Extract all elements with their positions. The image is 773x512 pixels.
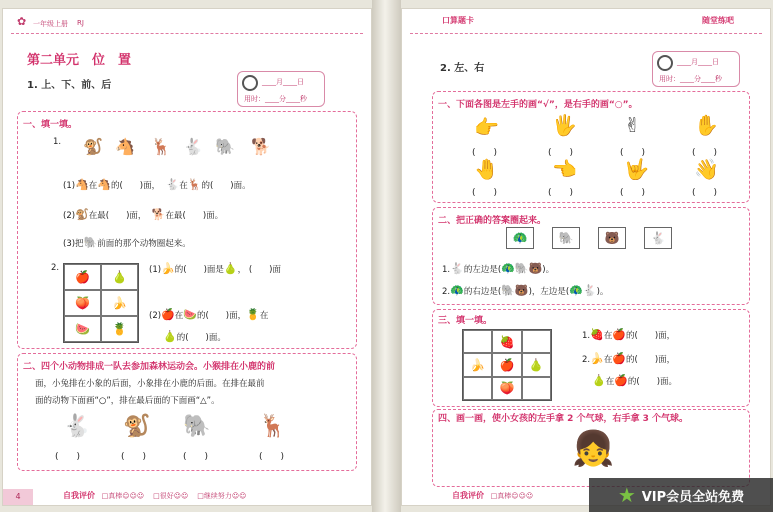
pineapple-icon: 🍍: [246, 308, 260, 321]
dog-icon: 🐕: [251, 137, 271, 156]
left-page: [2, 8, 372, 506]
page-number: 4: [3, 489, 33, 505]
pear-icon: 🍐: [101, 264, 138, 290]
peacock-icon: 🦚: [501, 262, 515, 275]
peach-icon: 🍑: [492, 377, 521, 400]
q1-line1: (1)🐴在🐴的( )面， 🐇在🦌的( )面。: [63, 178, 251, 191]
peacock-icon: 🦚: [569, 284, 583, 297]
edition-tag: RJ: [77, 19, 84, 27]
bear-icon: 🐻: [598, 227, 626, 249]
peacock-icon: 🦚: [450, 284, 464, 297]
time-box: ____月____日 用时：____分____秒: [652, 51, 740, 87]
hand-icon: 👋: [694, 157, 719, 181]
lesson-title: 2. 左、右: [440, 63, 485, 74]
girl-icon: 👧: [572, 429, 615, 469]
banana-icon: 🍌: [161, 262, 175, 275]
star-icon: ★: [617, 483, 636, 507]
strawberry-icon: 🍓: [492, 330, 521, 353]
clock-icon: [657, 55, 673, 71]
right-page: [401, 8, 771, 506]
answer-paren[interactable]: ( ): [55, 452, 81, 462]
grade-label: 一年级上册: [33, 20, 68, 28]
right-header: [402, 13, 770, 35]
pineapple-icon: 🍍: [101, 316, 138, 342]
rabbit-icon: 🐇: [450, 262, 464, 275]
section-2-title: 二、把正确的答案圈起来。: [438, 216, 547, 226]
answer-paren[interactable]: ( ): [472, 188, 498, 198]
self-evaluation: 自我评价 □真棒☺☺☺ □很好☺☺ □继续努力☺☺: [63, 491, 247, 500]
elephant-icon: 🐘: [83, 236, 98, 249]
fruit-grid: [462, 329, 552, 401]
hand-icon: 👉: [474, 115, 499, 139]
section-1-title: 一、下面各图是左手的画“√”，是右手的画“○”。: [438, 100, 638, 110]
fruit-grid: [63, 263, 139, 343]
monkey-icon: 🐒: [123, 414, 151, 439]
answer-paren[interactable]: ( ): [620, 188, 646, 198]
rabbit-icon: 🐇: [644, 227, 672, 249]
elephant-icon: 🐘: [514, 262, 529, 275]
hand-icon: ✋: [694, 113, 719, 137]
section-4-title: 四、画一画，使小女孩的左手拿 2 个气球，右手拿 3 个气球。: [438, 414, 689, 424]
section-3-title: 三、填一填。: [438, 316, 493, 326]
elephant-icon: 🐘: [215, 137, 235, 156]
horse-icon: 🐴: [115, 137, 135, 156]
answer-paren[interactable]: ( ): [620, 148, 646, 158]
monkey-icon: 🐒: [83, 137, 103, 156]
vip-watermark[interactable]: ★ VIP会员全站免费: [589, 478, 773, 512]
book-gutter: [372, 0, 401, 512]
q2-line2: (2)🍎在🍉的( )面，🍍在: [149, 308, 269, 321]
rabbit-icon: 🐇: [582, 284, 597, 297]
apple-icon: 🍎: [64, 264, 101, 290]
q2-number: 2.: [51, 263, 60, 273]
elephant-icon: 🐘: [501, 284, 515, 297]
left-header: [3, 13, 371, 35]
q2-line3: 🍐的( )面。: [163, 330, 226, 343]
watermelon-icon: 🍉: [183, 308, 197, 321]
pear-icon: 🍐: [592, 374, 606, 387]
answer-paren[interactable]: ( ): [692, 188, 718, 198]
horse-icon: 🐴: [97, 178, 111, 191]
brand-logo-2: 随堂练吧: [702, 16, 734, 25]
rabbit-icon: 🐇: [165, 178, 180, 191]
deer-icon: 🦌: [187, 178, 202, 191]
apple-icon: 🍎: [612, 328, 627, 341]
pear-icon: 🍐: [522, 353, 551, 376]
deer-icon: 🦌: [259, 414, 287, 439]
banana-icon: 🍌: [590, 352, 604, 365]
q2-1: 1.🐇的左边是(🦚🐘🐻)。: [442, 262, 555, 275]
rabbit-icon: 🐇: [63, 414, 91, 439]
time-box: ____月____日 用时：____分____秒: [237, 71, 325, 107]
q1-line2: (2)🐒在最( )面， 🐕在最( )面。: [63, 208, 224, 221]
deer-icon: 🦌: [151, 137, 171, 156]
apple-icon: 🍎: [161, 308, 175, 321]
section-2-line2: 面，小兔排在小象的后面，小象排在小鹿的后面。在排在最前: [35, 379, 265, 389]
q2-2: 2.🦚的右边是(🐘🐻)，左边是(🦚🐇)。: [442, 284, 609, 297]
answer-paren[interactable]: ( ): [692, 148, 718, 158]
bear-icon: 🐻: [528, 262, 543, 275]
apple-icon: 🍎: [492, 353, 521, 376]
lesson-title: 1. 上、下、前、后: [27, 80, 112, 91]
hand-icon: 👈: [552, 157, 577, 181]
strawberry-icon: 🍓: [590, 328, 604, 341]
flower-icon: ✿: [17, 15, 27, 28]
brand-logo: 口算题卡: [442, 16, 474, 25]
self-evaluation: 自我评价 □真棒☺☺☺: [452, 491, 534, 500]
peach-icon: 🍑: [64, 290, 101, 316]
clock-icon: [242, 75, 258, 91]
answer-paren[interactable]: ( ): [548, 148, 574, 158]
hand-icon: 🖐: [552, 113, 577, 137]
q1-line3: (3)把🐘前面的那个动物圈起来。: [63, 236, 191, 249]
peacock-icon: 🦚: [506, 227, 534, 249]
answer-paren[interactable]: ( ): [548, 188, 574, 198]
banana-icon: 🍌: [463, 353, 492, 376]
q3-3: 🍐在🍎的( )面。: [592, 374, 678, 387]
answer-paren[interactable]: ( ): [183, 452, 209, 462]
q1-number: 1.: [53, 137, 62, 147]
answer-paren[interactable]: ( ): [472, 148, 498, 158]
pear-icon: 🍐: [163, 330, 177, 343]
hand-icon: 🤚: [474, 157, 499, 181]
elephant-icon: 🐘: [183, 414, 211, 439]
section-2-line3: 面的动物下面画“○”，排在最后面的下面画“△”。: [35, 396, 220, 406]
q3-1: 1.🍓在🍎的( )面，: [582, 328, 676, 341]
watermelon-icon: 🍉: [64, 316, 101, 342]
section-2-title: 二、四个小动物排成一队去参加森林运动会。小猴排在小鹿的前: [23, 362, 276, 372]
unit-title: 第二单元 位 置: [27, 53, 132, 68]
horse-icon: 🐴: [75, 178, 89, 191]
q3-2: 2.🍌在🍎的( )面，: [582, 352, 676, 365]
section-1-title: 一、填一填。: [23, 120, 78, 130]
rabbit-icon: 🐇: [183, 137, 203, 156]
apple-icon: 🍎: [612, 352, 627, 365]
q2-line1: (1)🍌的( )面是🍐， ( )面: [149, 262, 281, 275]
dog-icon: 🐕: [151, 208, 166, 221]
answer-paren[interactable]: ( ): [259, 452, 285, 462]
apple-icon: 🍎: [614, 374, 628, 387]
monkey-icon: 🐒: [75, 208, 89, 221]
hand-icon: ✌: [624, 113, 641, 137]
pear-icon: 🍐: [223, 262, 238, 275]
answer-paren[interactable]: ( ): [121, 452, 147, 462]
hand-icon: 🤟: [624, 157, 649, 181]
bear-icon: 🐻: [514, 284, 529, 297]
banana-icon: 🍌: [101, 290, 138, 316]
elephant-icon: 🐘: [552, 227, 580, 249]
